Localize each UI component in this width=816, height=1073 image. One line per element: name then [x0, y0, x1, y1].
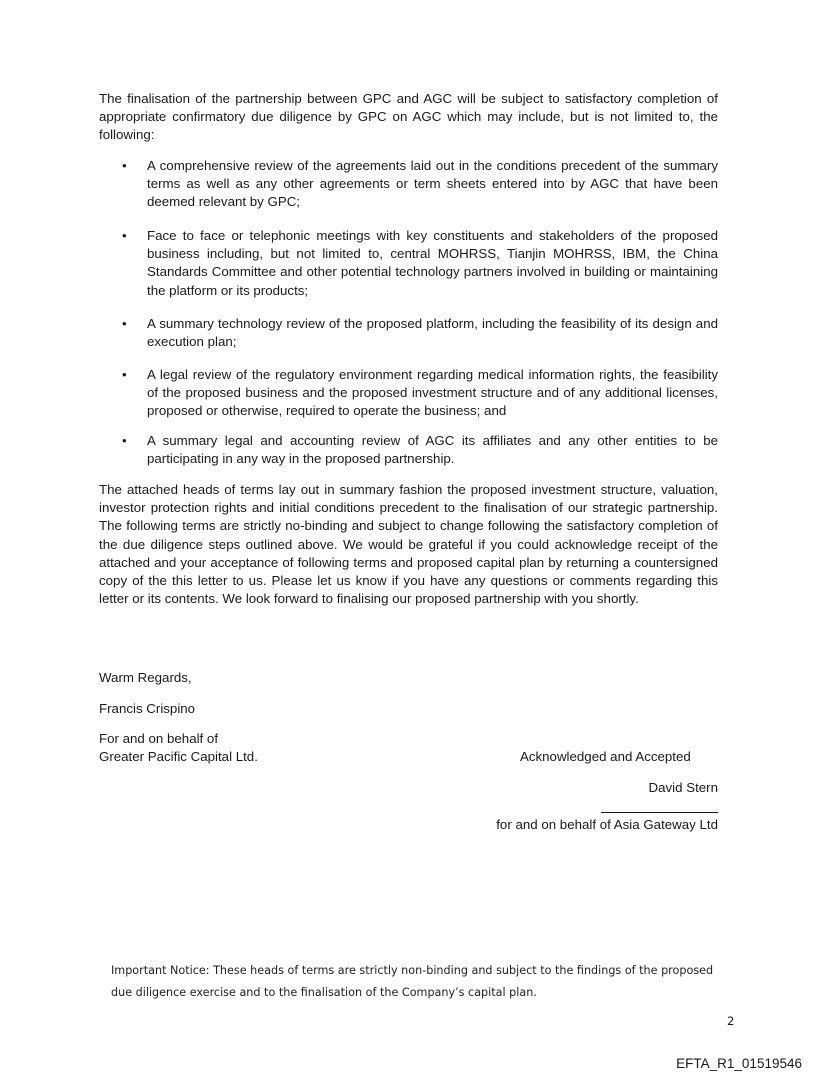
list-item-text: Face to face or telephonic meetings with key constituents and stakeholders of the proposed business including, but not limited to, central MOHRSS, Tianjin MOHRSS, IBM, the China Standards Committee and other potential technology partners involved in building or maintaining the platform or its products; [147, 228, 718, 298]
signature-line [601, 812, 718, 813]
behalf-line: For and on behalf of [99, 731, 219, 746]
page-number: 2 [727, 1014, 735, 1028]
closing-paragraph: The attached heads of terms lay out in summary fashion the proposed investment structure, valuation, investor protection rights and initial conditions precedent to the finalisation of our strategic partnership. The following terms are strictly no-binding and subject to change following the satisfactory completion of the due diligence steps outlined above. We would be grateful if you could acknowledge receipt of the attached and your acceptance of following terms and proposed capital plan by returning a countersigned copy of the this letter to us. Please let us know if you have any questions or comments regarding this letter or its contents. We look forward to finalising our proposed partnership with you shortly. [99, 482, 718, 607]
list-item [99, 315, 718, 351]
acceptance-label: Acknowledged and Accepted [520, 749, 691, 764]
acceptor-behalf: for and on behalf of Asia Gateway Ltd [496, 817, 718, 832]
list-item-text: A summary legal and accounting review of AGC its affiliates and any other entities to be participating in any way in the proposed partnership. [147, 433, 718, 467]
bullet-icon: • [122, 228, 127, 243]
salutation: Warm Regards, [99, 670, 192, 685]
list-item [99, 432, 718, 468]
list-item-text: A legal review of the regulatory environment regarding medical information rights, the feasibility of the proposed business and the proposed investment structure and of any additional licenses, proposed or otherwise, required to operate the business; and [147, 367, 718, 419]
list-item [99, 157, 718, 212]
bullet-icon: • [122, 158, 127, 173]
company-name: Greater Pacific Capital Ltd. [99, 749, 258, 764]
list-item-text: A summary technology review of the proposed platform, including the feasibility of its design and execution plan; [147, 316, 718, 350]
bullet-icon: • [122, 433, 127, 448]
list-item [99, 366, 718, 421]
document-id: EFTA_R1_01519546 [676, 1056, 802, 1071]
signatory-name: Francis Crispino [99, 701, 196, 716]
intro-paragraph: The finalisation of the partnership between GPC and AGC will be subject to satisfactory completion of appropriate confirmatory due diligence by GPC on AGC which may include, but is not limited to, the following: [99, 91, 718, 143]
list-item-text: A comprehensive review of the agreements laid out in the conditions precedent of the summary terms as well as any other agreements or term sheets entered into by AGC that have been deemed relevant by GPC; [147, 158, 718, 210]
bullet-icon: • [122, 367, 127, 382]
list-item [99, 227, 718, 300]
bullet-icon: • [122, 316, 127, 331]
acceptor-name: David Stern [648, 780, 718, 795]
important-notice: Important Notice: These heads of terms are strictly non-binding and subject to the findings of the proposed due diligence exercise and to the finalisation of the Company’s capital plan. [111, 964, 714, 999]
